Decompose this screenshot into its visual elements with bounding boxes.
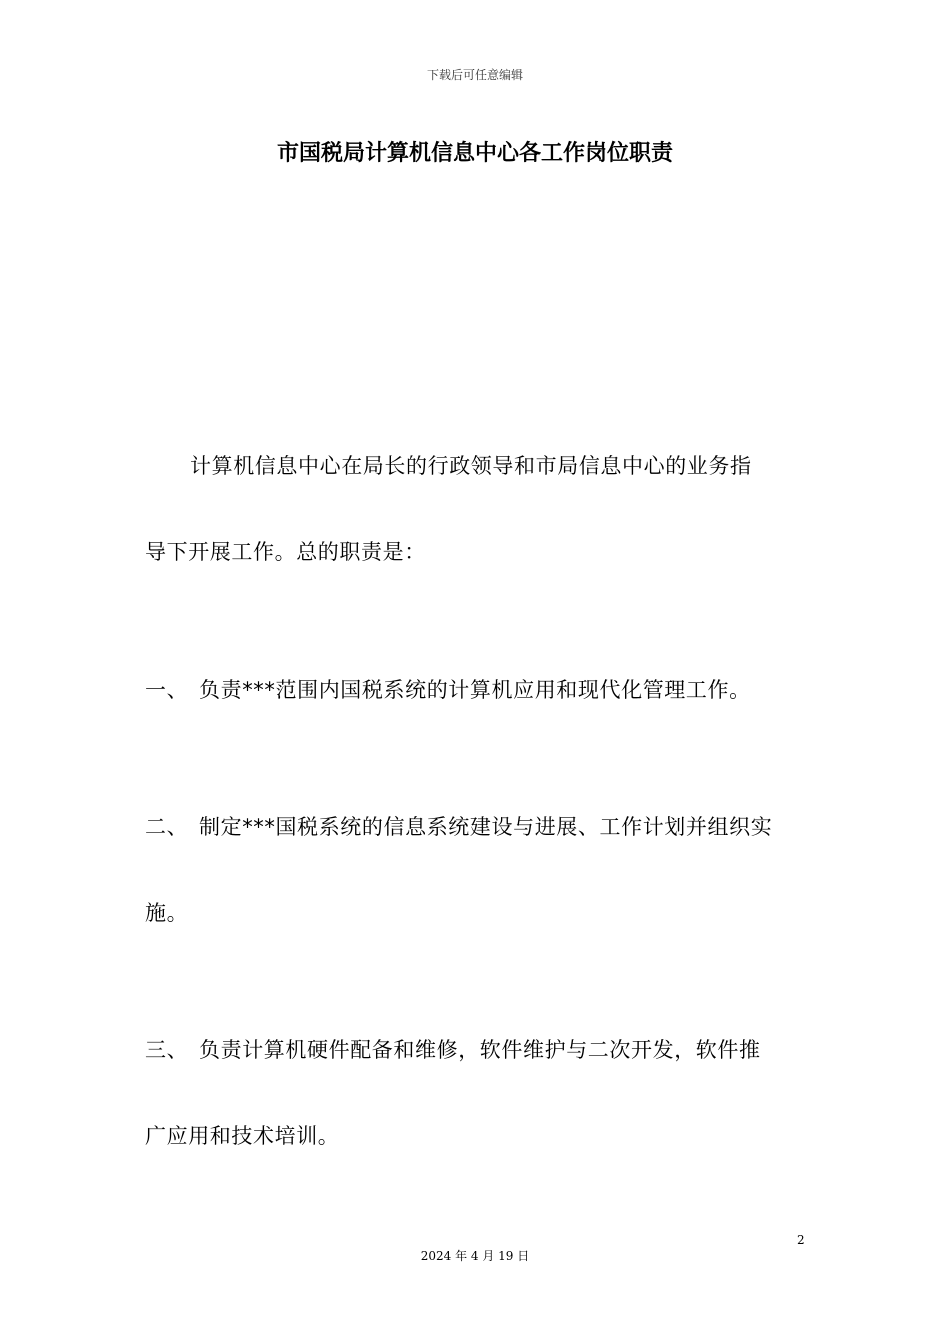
intro-paragraph-line-1: 计算机信息中心在局长的行政领导和市局信息中心的业务指 (190, 454, 752, 478)
intro-paragraph-line-2: 导下开展工作。总的职责是： (145, 540, 426, 564)
list-item-marker: 二、 (145, 815, 189, 839)
list-item-marker: 一、 (145, 678, 189, 702)
list-item-2 (145, 811, 772, 841)
list-item-text: 制定***国税系统的信息系统建设与进展、工作计划并组织实 (199, 815, 773, 839)
list-item-3 (145, 1034, 761, 1064)
page-number: 2 (797, 1233, 805, 1247)
list-item-3-continuation: 广应用和技术培训。 (145, 1124, 340, 1148)
footer-date: 2024 年 4 月 19 日 (420, 1249, 530, 1263)
list-item-marker: 三、 (145, 1038, 189, 1062)
list-item-text: 负责***范围内国税系统的计算机应用和现代化管理工作。 (199, 678, 751, 702)
document-title: 市国税局计算机信息中心各工作岗位职责 (276, 141, 673, 166)
list-item-text: 负责计算机硬件配备和维修，软件维护与二次开发，软件推 (199, 1038, 761, 1062)
list-item-2-continuation: 施。 (145, 901, 189, 925)
list-item-1 (145, 674, 751, 704)
header-note: 下载后可任意编辑 (426, 68, 523, 82)
